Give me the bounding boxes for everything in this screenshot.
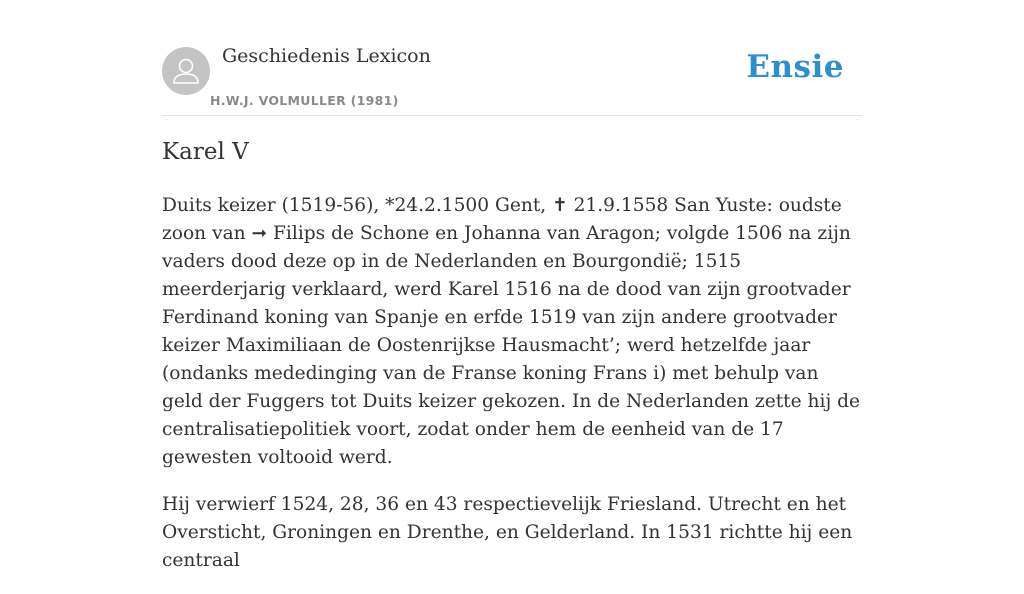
article-paragraph: Hij verwierf 1524, 28, 36 en 43 respectievelijk Friesland. Utrecht en het Oversticht, Groningen en Drenthe, en Gelderland. In 1531 richtte hij een centraal	[162, 494, 853, 571]
source-title[interactable]: Geschiedenis Lexicon	[222, 45, 431, 67]
author-credit: H.W.J. VOLMULLER (1981)	[210, 93, 399, 108]
header-divider	[162, 115, 862, 116]
ensie-logo[interactable]: Ensie	[746, 49, 844, 85]
article-paragraph: Duits keizer (1519-56), *24.2.1500 Gent, ✝ 21.9.1558 San Yuste: oudste zoon van ➞ Filips de Schone en Johanna van Aragon; volgde 1506 na zijn vaders dood deze op in de Nederlanden en Bourgondië; 1515 meerderjarig verklaard, werd Karel 1516 na de dood van zijn grootvader Ferdinand koning van Spanje en erfde 1519 van zijn andere grootvader keizer Maximiliaan de Oostenrijkse Hausmacht’; werd hetzelfde jaar (ondanks mededinging van de Franse koning Frans i) met behulp van geld der Fuggers tot Duits keizer gekozen. In de Nederlanden zette hij de centralisatiepolitiek voort, zodat onder hem de eenheid van de 17 gewesten voltooid werd.	[162, 195, 861, 468]
user-icon	[162, 47, 210, 95]
author-avatar[interactable]	[162, 47, 210, 95]
article-title: Karel V	[162, 139, 249, 165]
article-body	[162, 192, 862, 594]
